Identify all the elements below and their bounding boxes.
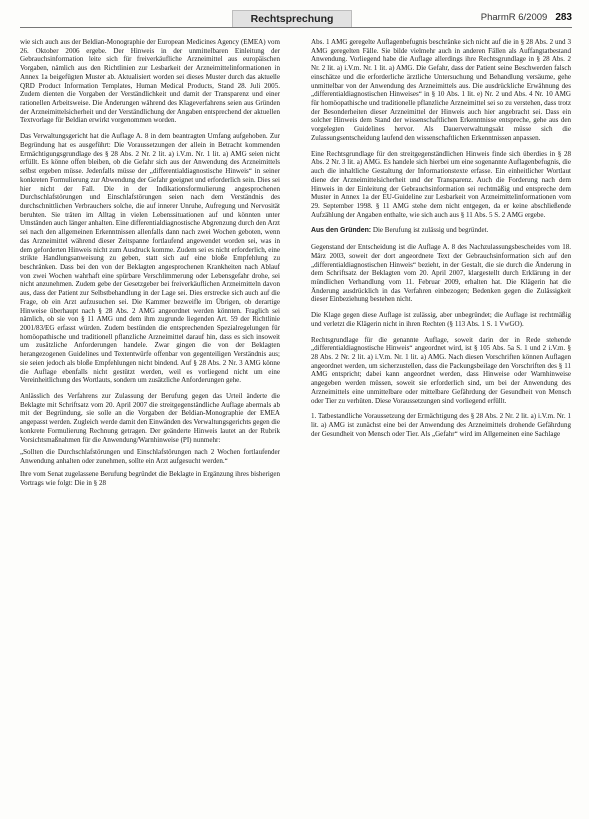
paragraph: Abs. 1 AMG geregelte Auflagenbefugnis beschränke sich nicht auf die in § 28 Abs. 2 und 3 AMG geregelten Fälle. Sie bilde vielmehr auch in anderen Fällen als Auffangtatbestand Anwendung. Vorliegend habe die Auflage allerdings ihre Rechtsgrundlage in § 28 Abs. 2 Nr. 2 lit. a) i.V.m. Nr. 1 lit. a) AMG. Die Gefahr, dass der Patient seine Beschwerden falsch einschätze und die erforderliche ärztliche Untersuchung und Behandlung versäume, gehe unmittelbar von der Anwendung des Arzneimittels aus. Die ausdrückliche Erwähnung des „differentialdiagnostischen Hinweises“ in § 10 Abs. 1 lit. e) Nr. 2 und Abs. 4 Nr. 10 AMG für homöopathische und traditionelle pflanzliche Arzneimittel sei so zu verstehen, dass trotz der Besonderheiten dieser Arzneimittel der Hinweis auch hier angebracht sei. Dass ein solcher Hinweis dem Stand der wissenschaftlichen Erkenntnisse entspreche, gehe aus den vorgelegten Guidelines hervor. Als Dauerverwaltungsakt müsse sich die Zulassungsentscheidung laufend den wissenschaftlichen Erkenntnissen anpassen.: [311, 38, 571, 142]
reasons-heading: Aus den Gründen:: [311, 227, 372, 235]
paragraph: Ihre vom Senat zugelassene Berufung begründet die Beklagte in Ergänzung ihres bisherigen Vortrags wie folgt: Die in § 28: [20, 469, 280, 487]
paragraph: Rechtsgrundlage für die genannte Auflage, soweit darin der in Rede stehende „differentialdiagnostische Hinweis“ angeordnet wird, ist § 105 Abs. 5a S. 1 und 2 i.V.m. § 28 Abs. 2 Nr. 2 lit. a) i.V.m. Nr. 1 lit. a) AMG. Nach diesen Vorschriften können Auflagen angeordnet werden, um sicherzustellen, dass die Packungsbeilage den Vorschriften des § 11 AMG entspricht; dabei kann angeordnet werden, dass Hinweise oder Warnhinweise angegeben werden müssen, soweit sie erforderlich sind, um bei der Anwendung des Arzneimittels eine unmittelbare oder mittelbare Gefährdung der Gesundheit von Mensch oder Tier zu verhüten. Diese Voraussetzungen sind vorliegend erfüllt.: [311, 335, 571, 405]
paragraph: Anlässlich des Verfahrens zur Zulassung der Berufung gegen das Urteil änderte die Beklagte mit Schriftsatz vom 20. April 2007 die streitgegenständliche Auflage abermals ab mit der Begründung, sie solle an die Vorgaben der Beldian-Monographie der EMEA angepasst werden. Zugleich werde damit den Einwänden des Verwaltungsgerichts gegen die konkrete Formulierung Rechnung getragen. Der geänderte Hinweis lautet an der Rubrik Vorsichtsmaßnahmen für die Anwendung/Warnhinweise (PI) nunmehr:: [20, 392, 280, 444]
header-rule: [20, 27, 572, 28]
page-header: [20, 10, 572, 32]
paragraph: Das Verwaltungsgericht hat die Auflage A. 8 in dem beantragten Umfang aufgehoben. Zur Begründung hat es ausgeführt: Die Voraussetzungen der allein in Betracht kommenden Ermächtigungsgrundlage des § 28 Abs. 2 Nr. 2 lit. a) i.V.m. Nr. 1 lit. a) AMG seien nicht erfüllt. Es könne offen bleiben, ob die Gefahr sich aus der Anwendung des Arzneimittels selbst ergeben müsse. Jedenfalls müsse der „differentialdiagnostische Hinweis“ in seiner konkreten Formulierung zur Abwendung der Gefahr geeignet und erforderlich sein. Dies sei hier nicht der Fall. Die in der Indikationsformulierung angesprochenen Durchschlafstörungen und Einschlafstörungen seien nach dem Verständnis des durchschnittlichen Verbrauchers solche, die auf innerer Unruhe, Aufregung und Nervosität beruhten. Sie träten im Alltag in vielen Lebenssituationen auf und könnten unter Umständen auch länger anhalten. Eine differentialdiagnostische Abgrenzung durch den Arzt sei nach den allgemeinen Erkenntnissen allenfalls dann nach zwei Wochen geboten, wenn das Arzneimittel während dieser Zeitspanne fortlaufend angewendet worden sei, was in dem geforderten Hinweis nicht zum Ausdruck komme. Zudem sei es nicht erforderlich, eine strikte Handlungsanweisung zu geben, statt sich auf eine bloße Empfehlung zu beschränken. Dass bei den von der Beklagten angesprochenen Krankheiten nach Ablauf von zwei Wochen wahrhaft eine spürbare Verschlimmerung oder Lebensgefahr drohe, sei nicht anzunehmen. Zudem gebe der Gesetzgeber bei freiverkäuflichen Arzneimitteln davon aus, dass der Patient zur Selbstbehandlung in der Lage sei. Dies erstrecke sich auch auf die Frage, ob ein Arzt aufzusuchen sei. Die Kammer bezweifle im Übrigen, ob derartige Hinweise überhaupt nach § 28 Abs. 2 AMG angeordnet werden könnten. Fraglich sei nämlich, ob sie von § 11 AMG und dem ihm zugrunde liegenden Art. 59 der Richtlinie 2001/83/EG erfasst würden. Zudem bestünden die entsprechenden Spezialregelungen für homöopathische und traditionell pflanzliche Arzneimittel darauf hin, dass es sich insoweit um zusätzliche Anforderungen handele. Zwar gingen die von der Beklagten herangezogenen Guidelines und Textentwürfe offenbar von gegenteiligen Verständnis aus; sie seien jedoch als bloße Empfehlungen nicht bindend. Auf § 28 Abs. 2 Nr. 3 AMG könne die Auflage ebenfalls nicht gestützt werden, weil es vorliegend nicht um eine Vereinheitlichung des Wortlauts, sondern um zusätzliche Anforderungen gehe.: [20, 132, 280, 385]
paragraph: 1. Tatbestandliche Voraussetzung der Ermächtigung des § 28 Abs. 2 Nr. 2 lit. a) i.V.m. Nr. 1 lit. a) AMG ist zunächst eine bei der Anwendung des Arzneimittels drohende Gefährdung der Gesundheit von Mensch oder Tier. Als „Gefahr“ wird im Allgemeinen eine Sachlage: [311, 412, 571, 438]
journal-info: [481, 12, 572, 23]
left-column: [20, 38, 280, 487]
paragraph: Die Klage gegen diese Auflage ist zulässig, aber unbegründet; die Auflage ist rechtmäßig und verletzt die Klägerin nicht in ihren Rechten (§ 113 Abs. 1 S. 1 VwGO).: [311, 311, 571, 328]
section-title: Rechtsprechung: [232, 10, 352, 28]
right-column: [311, 38, 571, 438]
paragraph: Eine Rechtsgrundlage für den streitgegenständlichen Hinweis finde sich überdies in § 28 Abs. 2 Nr. 3 lit. a) AMG. Es handele sich hierbei um eine sogenannte Auflagenbefugnis, die auch die inhaltliche Gestaltung der Informationstexte erfasse. Ein einheitlicher Wortlaut diene der Arzneimittelsicherheit und der Transparenz. Auch die Forderung nach dem Hinweis in der Einleitung der Gebrauchsinformation sei rechtmäßig und entspreche dem Muster in Annex 1a der EU-Guideline zur Lesbarkeit von Arzneimittelinformationen vom 29. September 1998. § 11 AMG stehe dem nicht entgegen, da er keine abschließende Aufzählung der Angaben enthalte, wie sich auch aus § 11 Abs. 5 S. 2 AMG ergebe.: [311, 149, 571, 219]
paragraph: wie sich auch aus der Beldian-Monographie der European Medicines Agency (EMEA) vom 26. Oktober 2006 ergebe. Der Hinweis in der unmittelbaren Einleitung der Gebrauchsinformation leite sich für freiverkäufliche Arzneimittel aus europäischen Vorgaben, nämlich aus den Richtlinien zur Lesbarkeit der Arzneimittelinformationen in Annex 1a beigefügten Muster ab. Aktualisiert worden sei dieses Muster durch das aktuelle QRD Product Information Templates, Human Medical Products, Stand 28. Juli 2005. Zudem dienten die Vorgaben der Verständlichkeit und damit der Transparenz und einer rationellen Arbeitsweise. Die Änderungen während des Klageverfahrens seien aus Gründen der Arzneimittelsicherheit und der Verständlichung der Angaben entsprechend der aktuellen Textvorlage für Beldian erwirkt vorgenommen worden.: [20, 38, 280, 125]
reasons-text: Die Berufung ist zulässig und begründet.: [372, 226, 489, 235]
page-number: 283: [555, 12, 572, 23]
journal-issue: PharmR 6/2009: [480, 12, 548, 23]
quoted-notice: „Sollten die Durchschlafstörungen und Einschlafstörungen nach 2 Wochen fortlaufender Anwendung anhalten oder zunehmen, sollte ein Arzt aufgesucht werden.“: [20, 448, 280, 466]
paragraph: Gegenstand der Entscheidung ist die Auflage A. 8 des Nachzulassungsbescheides vom 18. März 2003, soweit der dort angeordnete Text der Gebrauchsinformation sich auf den „differentialdiagnostischen Hinweis“ bezieht, in der Gestalt, die sie durch die Änderung in dem Schriftsatz der Beklagten vom 20. April 2007, klargestellt durch Erklärung in der mündlichen Verhandlung vom 11. Februar 2009, erhalten hat. Die Klägerin hat die Änderung ausdrücklich in das Verfahren einbezogen; Bedenken gegen die Zulässigkeit dieser Einbeziehung bestehen nicht.: [311, 243, 571, 304]
paragraph-reasons: [311, 226, 571, 236]
